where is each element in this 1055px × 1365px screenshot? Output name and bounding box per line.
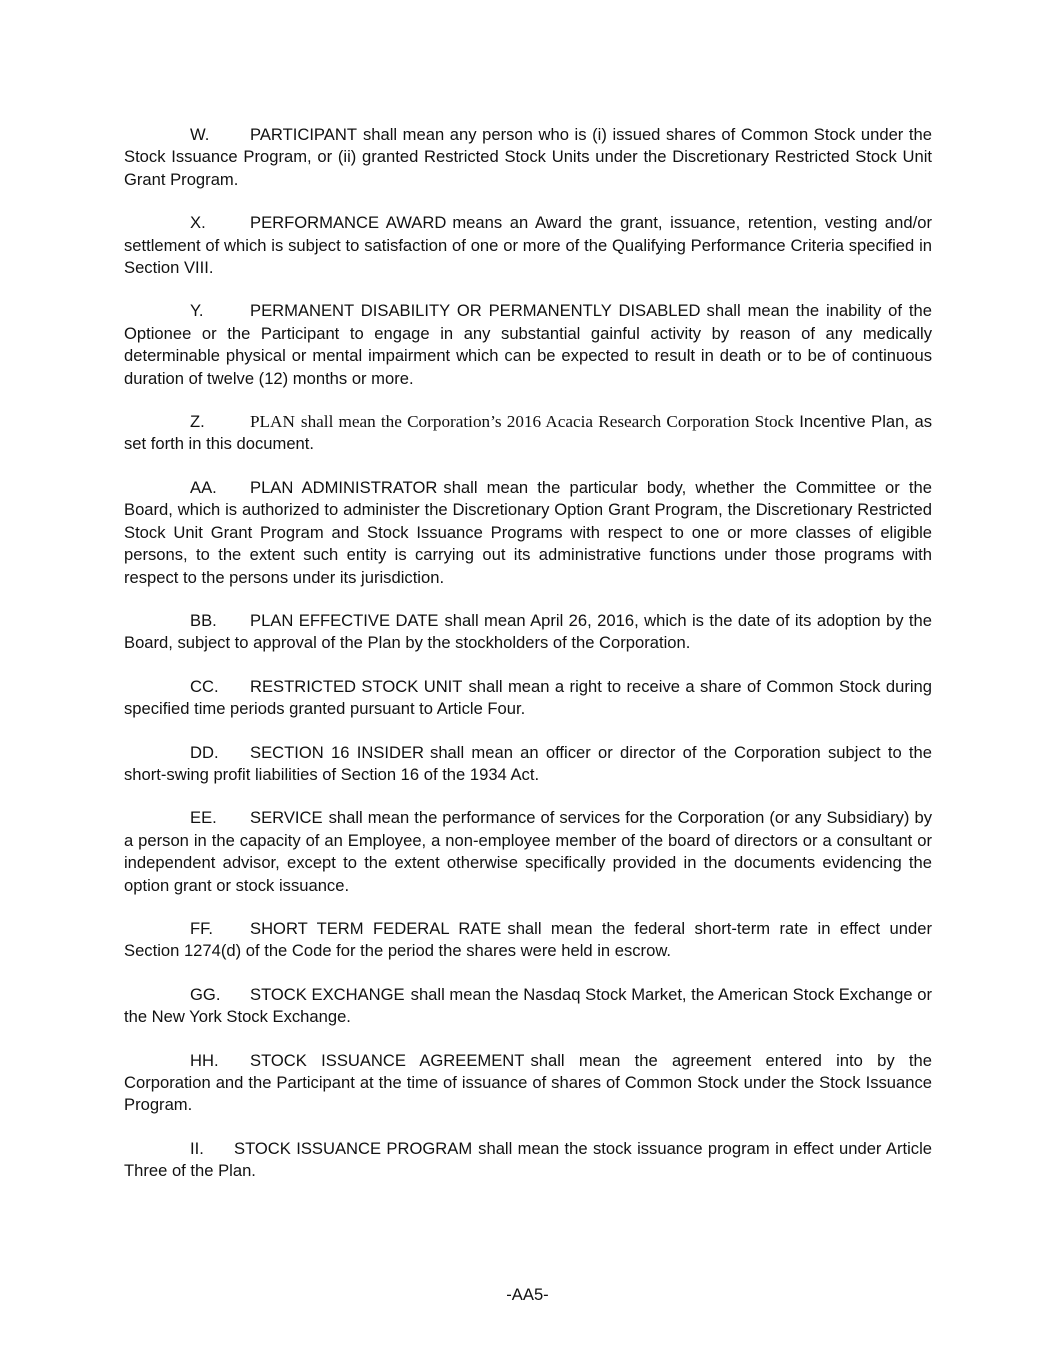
definition-letter: Y. (190, 301, 204, 321)
definition-body: means an Award the grant, issuance, retention, vesting and/or settlement of which is subject to satisfaction of one or more of the Qualifying Performance Criteria specified in Section VIII. (124, 213, 932, 278)
definition-letter: II. (190, 1138, 204, 1158)
definition-term: PERMANENT DISABILITY OR PERMANENTLY DISABLED (250, 301, 701, 321)
definition-letter: HH. (190, 1050, 219, 1070)
definition-ii (124, 1138, 932, 1183)
document-page (124, 124, 932, 1204)
definition-ff (124, 918, 932, 963)
definition-gg (124, 984, 932, 1029)
definition-bb (124, 610, 932, 655)
definition-term: PLAN (250, 412, 295, 432)
definition-body: shall mean a right to receive a share of Common Stock during specified time periods granted pursuant to Article Four. (124, 676, 932, 719)
definition-term: PLAN ADMINISTRATOR (250, 477, 438, 497)
definition-body: Incentive Plan, as set forth in this document. (124, 412, 932, 454)
definition-w (124, 124, 932, 191)
definition-letter: GG. (190, 984, 221, 1004)
definition-cc (124, 676, 932, 721)
definition-letter: AA. (190, 477, 217, 497)
definition-body: shall mean April 26, 2016, which is the date of its adoption by the Board, subject to approval of the Plan by the stockholders of the Corporation. (124, 610, 932, 653)
definition-body: shall mean the performance of services for the Corporation (or any Subsidiary) by a person in the capacity of an Employee, a non-employee member of the board of directors or a consultant or independent advisor, except to the extent otherwise specifically provided in the documents evidencing the option grant or stock issuance. (124, 808, 932, 895)
definition-term: RESTRICTED STOCK UNIT (250, 676, 463, 696)
definition-letter: W. (190, 125, 210, 144)
definition-body: shall mean the stock issuance program in effect under Article Three of the Plan. (124, 1138, 932, 1181)
definition-x (124, 212, 932, 279)
definition-letter: BB. (190, 610, 217, 630)
definition-letter: FF. (190, 918, 214, 938)
definition-term: STOCK ISSUANCE PROGRAM (234, 1138, 473, 1158)
definition-body: shall mean the particular body, whether the Committee or the Board, which is authorized to administer the Discretionary Option Grant Program, the Discretionary Restricted Stock Unit Grant Program and Stock Issuance Programs with respect to one or more classes of eligible persons, to the extent such entity is carrying out its administrative functions under those programs with respect to the persons under its jurisdiction. (124, 477, 932, 587)
definition-y (124, 300, 932, 390)
definition-hh (124, 1050, 932, 1117)
definition-term: SECTION 16 INSIDER (250, 742, 425, 762)
definition-body: shall mean the Nasdaq Stock Market, the American Stock Exchange or the New York Stock Exchange. (124, 984, 933, 1027)
definition-body: shall mean the federal short-term rate in effect under Section 1274(d) of the Code for the period the shares were held in escrow. (124, 918, 932, 961)
definition-body: shall mean an officer or director of the Corporation subject to the short-swing profit liabilities of Section 16 of the 1934 Act. (124, 742, 932, 784)
definition-body: shall mean any person who is (i) issued shares of Common Stock under the Stock Issuance Program, or (ii) granted Restricted Stock Units under the Discretionary Restricted Stock Unit Grant Program. (124, 125, 932, 189)
definition-term: SHORT TERM FEDERAL RATE (250, 918, 502, 938)
definition-letter: EE. (190, 808, 217, 828)
definition-ee (124, 807, 932, 897)
definition-letter: CC. (190, 676, 219, 696)
definition-body-serif: shall mean the Corporation’s 2016 Acacia Research Corporation Stock (300, 412, 794, 432)
page-number: -AA5- (506, 1285, 549, 1304)
definition-body: shall mean the inability of the Optionee or the Participant to engage in any substantial gainful activity by reason of any medically determinable physical or mental impairment which can be expected to result in death or to be of continuous duration of twelve (12) months or more. (124, 301, 932, 388)
definition-term: STOCK EXCHANGE (250, 984, 405, 1004)
definition-term: PLAN EFFECTIVE DATE (250, 610, 439, 630)
definition-letter: DD. (190, 742, 219, 762)
definition-term: SERVICE (250, 808, 323, 828)
definition-letter: Z. (190, 412, 205, 432)
definition-term: PERFORMANCE AWARD (250, 213, 447, 233)
definition-term: STOCK ISSUANCE AGREEMENT (250, 1050, 525, 1070)
definition-z (124, 411, 932, 456)
definition-term: PARTICIPANT (250, 125, 357, 144)
definition-body: shall mean the agreement entered into by the Corporation and the Participant at the time of issuance of shares of Common Stock under the Stock Issuance Program. (124, 1050, 933, 1115)
definition-dd (124, 742, 932, 787)
definition-aa (124, 477, 932, 589)
definition-letter: X. (190, 213, 206, 233)
